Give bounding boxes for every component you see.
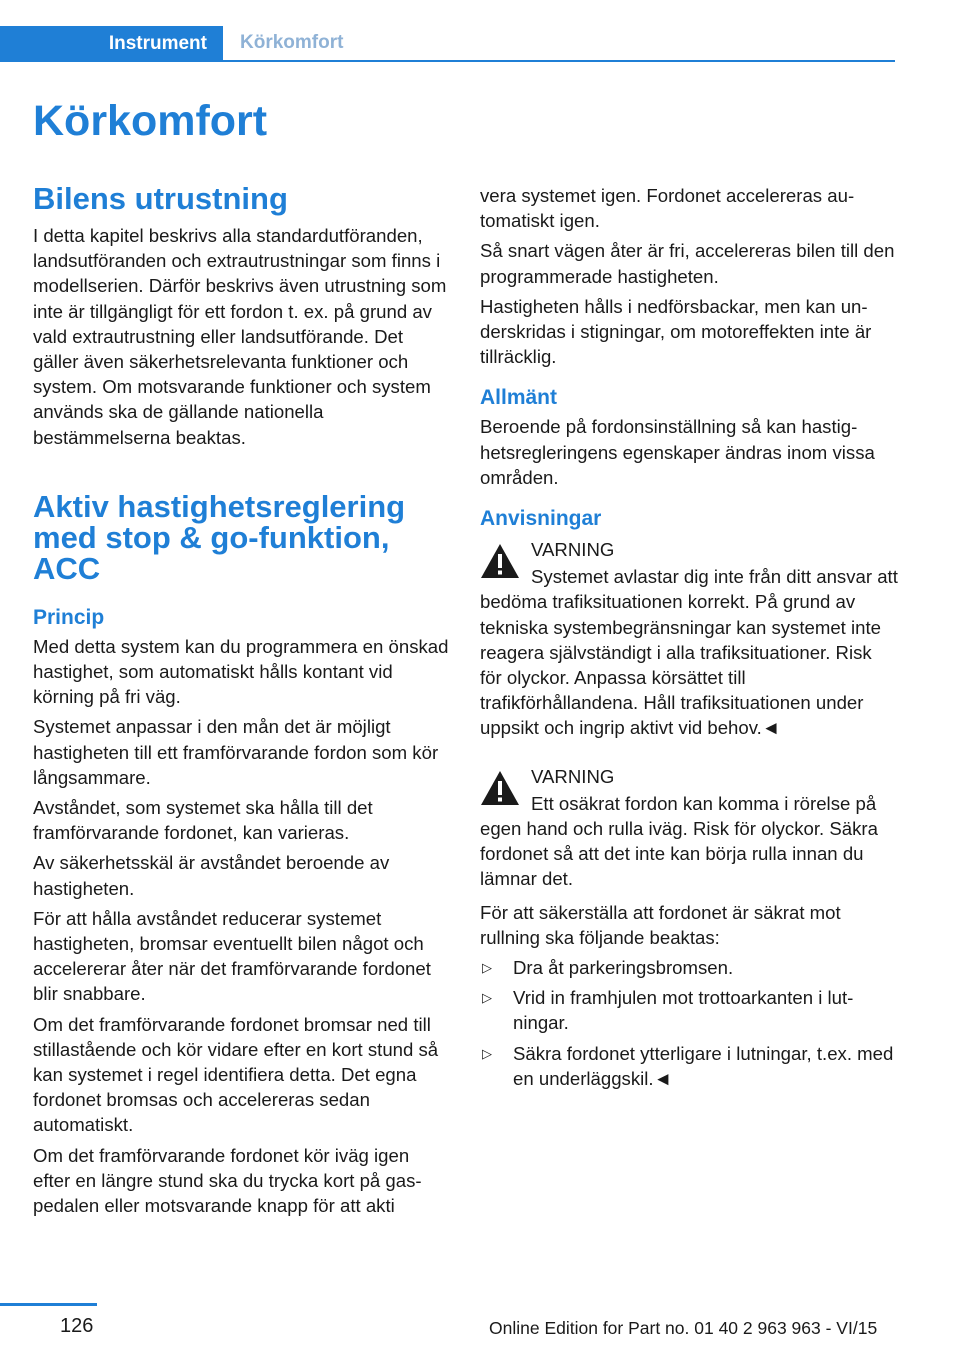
page-title: Körkomfort (33, 97, 268, 145)
warning-text: Systemet avlastar dig inte från ditt ansvar att bedöma trafiksituationen korrekt. På grund av tekniska systembegränsningar kan systemet inte reagera självständigt i alla trafiksituationer. Risk för olyckor. Anpassa körsättet till trafikförhållandena. Håll trafiksituationen under uppsikt och ingrip aktivt vid behov.◄ (480, 566, 898, 739)
edition-note: Online Edition for Part no. 01 40 2 963 963 - VI/15 (489, 1318, 878, 1338)
equipment-paragraph: I detta kapitel beskrivs alla standardutföranden, landsutföranden och extrautrustningar som finns i modellserien. Därför beskrivs även utrustning som inte är tillgängligt för ett fordon t. ex. på grund av vald extrautrustning eller landsutförande. Det gäller även säkerhetsrelevanta funktioner och system. Om motsvarande funktioner och system används ska de gällande nationella bestämmelserna beaktas. (33, 225, 447, 448)
warning-block (480, 537, 898, 741)
page-number: 126 (60, 1315, 94, 1337)
list-item: ▷ Säkra fordonet ytterligare i lutningar, t.ex. med en underläggskil.◄ (482, 1042, 894, 1089)
subsection-title-principle: Princip (33, 605, 105, 629)
secure-intro-paragraph: För att säkerställa att fordonet är säkrat mot rullning ska följande beaktas: (480, 901, 841, 948)
right-column (480, 183, 898, 1096)
list-item: ▷ Vrid in framhjulen mot trottoarkanten i lutningar. (482, 987, 854, 1034)
triangle-bullet-icon: ▷ (482, 1045, 492, 1061)
principle-paragraph: Systemet anpassar i den mån det är möjligt hastigheten till ett framförvarande fordon som kör långsammare. (33, 716, 439, 788)
warning-heading: VARNING (531, 539, 615, 561)
principle-paragraph: Om det framförvarande fordonet bromsar ned till stillastående och kör vidare efter en kort stund så kan systemet i regel identifiera detta. Det egna fordonet bromsas och accelereras sedan automatiskt. (33, 1013, 439, 1136)
footer-rule (0, 1303, 97, 1306)
principle-paragraph: För att hålla avståndet reducerar systemet hastigheten, bromsar eventuellt bilen något och accelererar åter när det framförvarande fordonet blir snabbare. (33, 907, 431, 1005)
triangle-bullet-icon: ▷ (482, 960, 492, 976)
section-title-acc: Aktiv hastighetsreglering med stop & go-funktion, ACC (33, 488, 406, 586)
tab-korkomfort[interactable]: Körkomfort (240, 32, 344, 53)
warning-triangle-icon (480, 543, 520, 579)
continued-paragraph: Så snart vägen åter är fri, accelereras bilen till den programmerade hastigheten. (480, 240, 895, 287)
warning-heading: VARNING (531, 765, 615, 787)
continued-paragraph: vera systemet igen. Fordonet accelereras automatiskt igen. (480, 185, 855, 232)
list-item: ▷ Dra åt parkeringsbromsen. (480, 955, 898, 980)
warning-block (480, 764, 898, 892)
principle-paragraph: Av säkerhetsskäl är avståndet beroende av hastigheten. (33, 852, 390, 899)
triangle-bullet-icon: ▷ (482, 990, 492, 1006)
continued-paragraph: Hastigheten hålls i nedförsbackar, men kan underskridas i stigningar, om motoreffekten inte är tillräcklig. (480, 295, 872, 368)
principle-paragraph: Med detta system kan du programmera en önskad hastighet, som automatiskt hålls kontant vid körning på fri väg. (33, 635, 449, 708)
header-rule (0, 60, 895, 62)
principle-paragraph: Avståndet, som systemet ska hålla till det framförvarande fordonet, kan varieras. (33, 797, 373, 844)
subsection-title-notes: Anvisningar (480, 507, 602, 531)
subsection-title-general: Allmänt (480, 386, 558, 410)
general-paragraph: Beroende på fordonsinställning så kan hastighetsregleringens egenskaper ändras inom vissa områden. (480, 416, 875, 488)
warning-triangle-icon (480, 770, 520, 806)
principle-paragraph: Om det framförvarande fordonet kör iväg igen efter en längre stund ska du trycka kort på gaspedalen eller motsvarande knapp för att akti (33, 1144, 422, 1217)
page-header (0, 26, 895, 62)
secure-steps-list (480, 955, 898, 1091)
section-title-equipment: Bilens utrustning (33, 181, 288, 216)
warning-text: Ett osäkrat fordon kan komma i rörelse på egen hand och rulla iväg. Risk för olyckor. Säkra fordonet så att det inte kan börja rulla innan du lämnar det. (480, 792, 878, 890)
tab-instrument[interactable]: Instrument (0, 26, 223, 62)
left-column (33, 183, 451, 1223)
